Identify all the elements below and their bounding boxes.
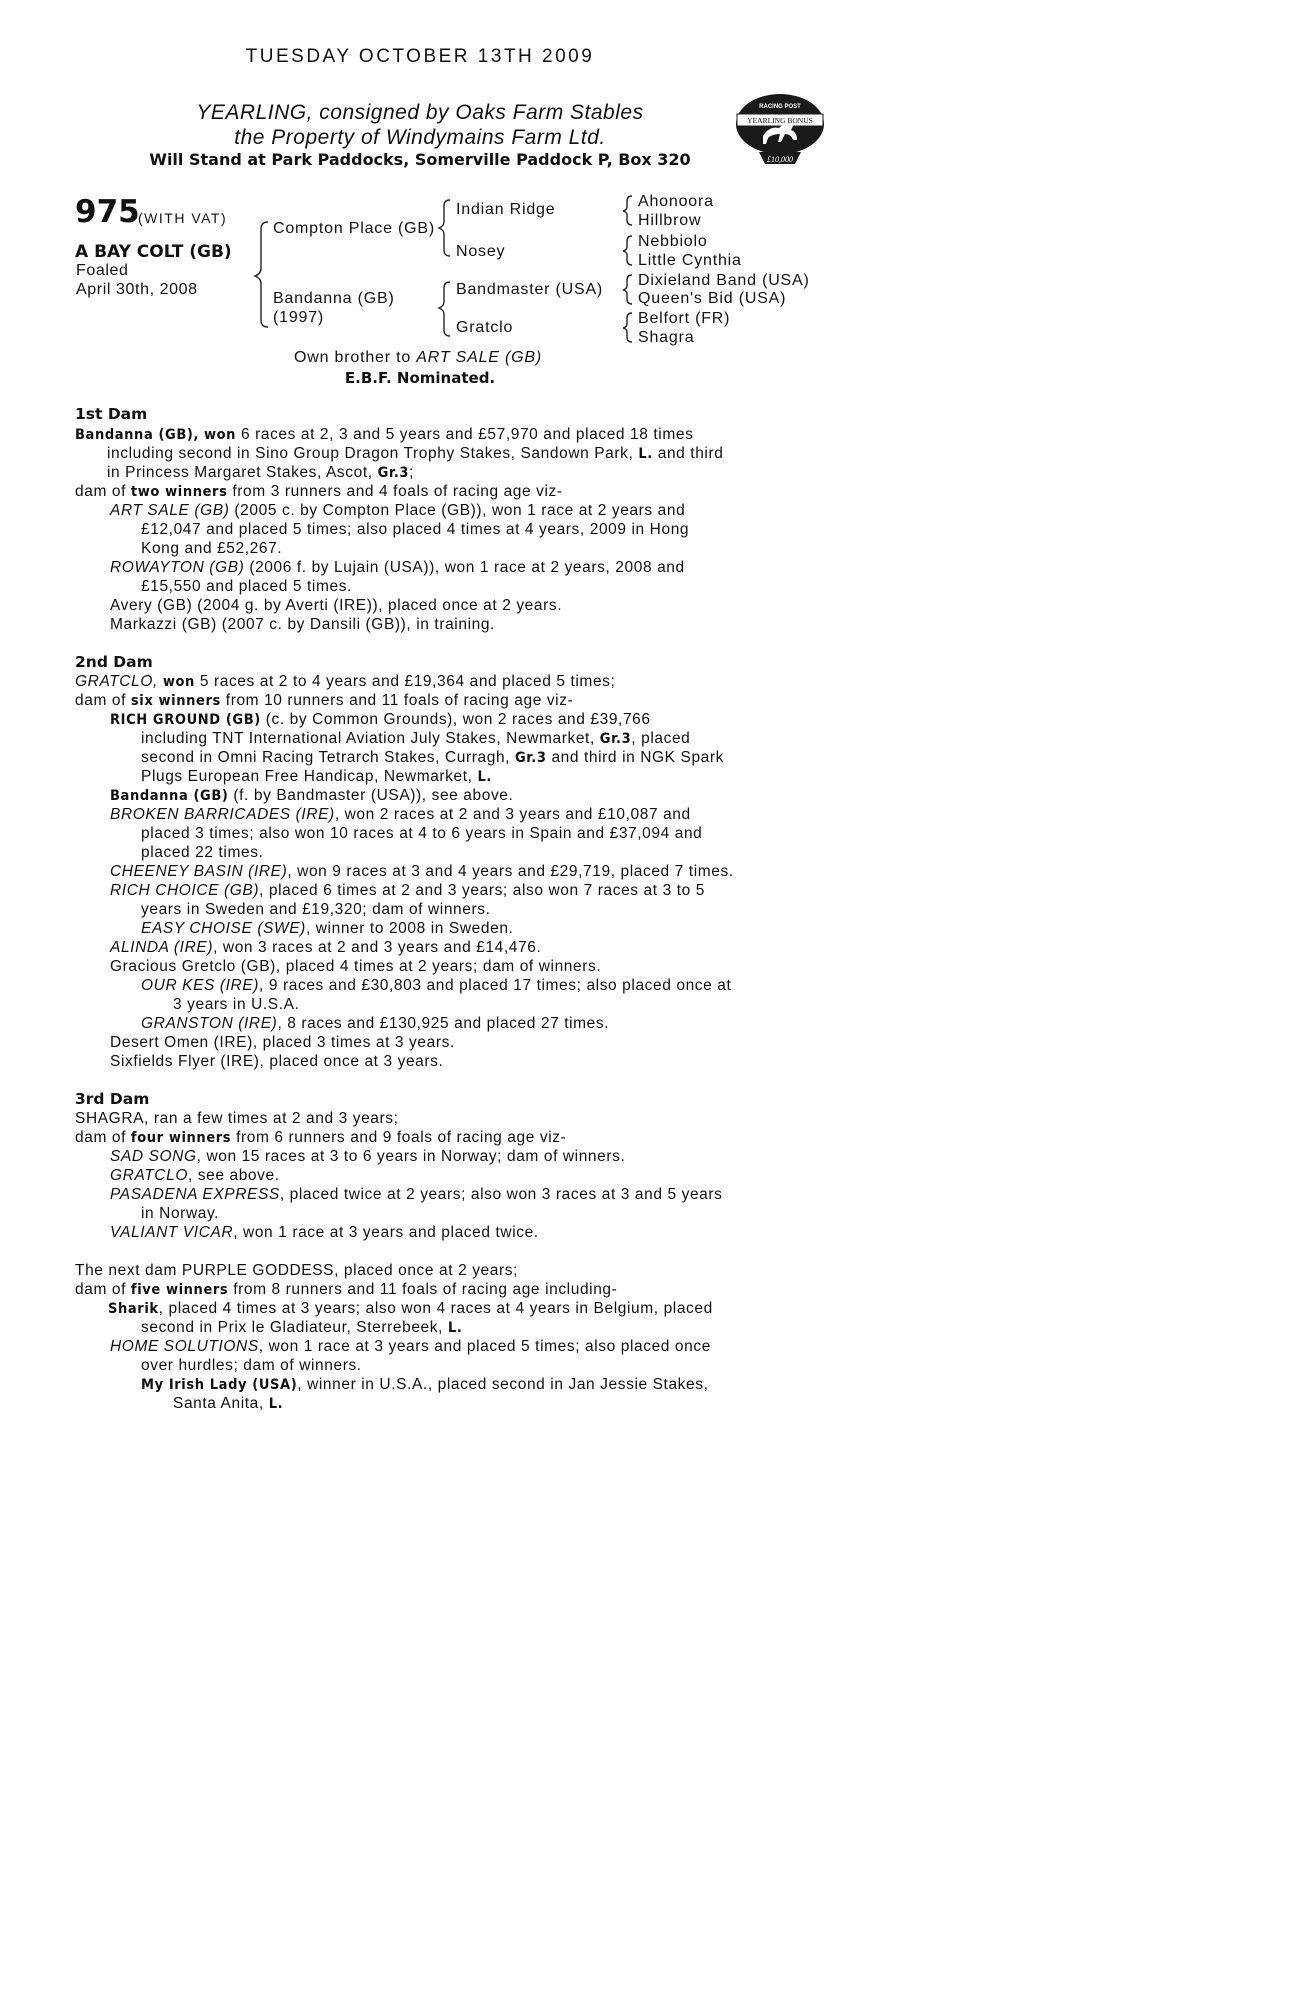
logo-top-text: RACING POST	[759, 104, 801, 110]
dds: Belfort (FR)	[638, 310, 731, 327]
produce-markazzi: Markazzi (GB) (2007 c. by Dansili (GB)), in training.	[110, 616, 495, 633]
produce-art-sale-cont: £12,047 and placed 5 times; also placed 4 times at 4 years, 2009 in Hong	[141, 521, 690, 538]
foaled-label: Foaled	[76, 262, 129, 279]
logo-bonus-text: £10,000	[767, 155, 793, 164]
produce-rich-ground-cont: Plugs European Free Handicap, Newmarket, L.	[141, 768, 492, 785]
produce-cheeney-basin: CHEENEY BASIN (IRE), won 9 races at 3 and 4 years and £29,719, placed 7 times.	[110, 863, 734, 880]
vat-note: (WITH VAT)	[138, 210, 228, 226]
dss: Dixieland Band (USA)	[638, 272, 810, 289]
first-dam-line: in Princess Margaret Stakes, Ascot, Gr.3;	[107, 464, 415, 481]
produce-my-irish-lady: My Irish Lady (USA), winner in U.S.A., placed second in Jan Jessie Stakes,	[141, 1376, 709, 1393]
produce-gracious-gretclo: Gracious Gretclo (GB), placed 4 times at 2 years; dam of winners.	[110, 958, 602, 975]
sale-date: TUESDAY OCTOBER 13TH 2009	[245, 46, 595, 67]
sdd: Little Cynthia	[638, 252, 742, 269]
consignor-line: YEARLING, consigned by Oaks Farm Stables	[196, 101, 644, 124]
produce-our-kes: OUR KES (IRE), 9 races and £30,803 and placed 17 times; also placed once at	[141, 977, 732, 994]
produce-bandanna: Bandanna (GB) (f. by Bandmaster (USA)), see above.	[110, 787, 514, 804]
dsd: Queen's Bid (USA)	[638, 290, 787, 307]
sire-sire: Indian Ridge	[456, 201, 556, 218]
produce-rich-ground-cont: including TNT International Aviation July Stakes, Newmarket, Gr.3, placed	[141, 730, 691, 747]
produce-broken-barricades-cont: placed 22 times.	[141, 844, 264, 861]
produce-rich-choice-cont: years in Sweden and £19,320; dam of winners.	[141, 901, 491, 918]
produce-valiant-vicar: VALIANT VICAR, won 1 race at 3 years and placed twice.	[110, 1224, 539, 1241]
sds: Nebbiolo	[638, 233, 708, 250]
sire: Compton Place (GB)	[273, 220, 436, 237]
first-dam-heading: 1st Dam	[75, 405, 148, 423]
produce-sharik: Sharik, placed 4 times at 3 years; also won 4 races at 4 years in Belgium, placed	[108, 1300, 713, 1317]
produce-rowayton: ROWAYTON (GB) (2006 f. by Lujain (USA)), won 1 race at 2 years, 2008 and	[110, 559, 685, 576]
first-dam-line: including second in Sino Group Dragon Trophy Stakes, Sandown Park, L. and third	[107, 445, 724, 462]
dam: Bandanna (GB)	[273, 290, 395, 307]
produce-sad-song: SAD SONG, won 15 races at 3 to 6 years in Norway; dam of winners.	[110, 1148, 626, 1165]
produce-rowayton-cont: £15,550 and placed 5 times.	[141, 578, 352, 595]
produce-gratclo: GRATCLO, see above.	[110, 1167, 280, 1184]
dam-sire: Bandmaster (USA)	[456, 281, 604, 298]
produce-home-solutions-cont: over hurdles; dam of winners.	[141, 1357, 362, 1374]
stand-location: Will Stand at Park Paddocks, Somerville Paddock P, Box 320	[149, 150, 691, 169]
produce-rich-ground-cont: second in Omni Racing Tetrarch Stakes, Curragh, Gr.3 and third in NGK Spark	[141, 749, 725, 766]
produce-art-sale: ART SALE (GB) (2005 c. by Compton Place (GB)), won 1 race at 2 years and	[110, 502, 686, 519]
lot-number: 975	[75, 194, 140, 230]
foaled-date: April 30th, 2008	[76, 281, 198, 298]
produce-rich-choice: RICH CHOICE (GB), placed 6 times at 2 and 3 years; also won 7 races at 3 to 5	[110, 882, 705, 899]
ssd: Hillbrow	[638, 212, 702, 229]
sire-dam: Nosey	[456, 243, 506, 260]
second-dam-damof: dam of six winners from 10 runners and 11 foals of racing age viz-	[75, 692, 574, 709]
produce-home-solutions: HOME SOLUTIONS, won 1 race at 3 years and placed 5 times; also placed once	[110, 1338, 711, 1355]
produce-sixfields-flyer: Sixfields Flyer (IRE), placed once at 3 years.	[110, 1053, 444, 1070]
ebf-note: E.B.F. Nominated.	[344, 369, 496, 387]
produce-rich-ground: RICH GROUND (GB) (c. by Common Grounds), won 2 races and £39,766	[110, 711, 651, 728]
produce-pasadena-express-cont: in Norway.	[141, 1205, 220, 1222]
produce-granston: GRANSTON (IRE), 8 races and £130,925 and placed 27 times.	[141, 1015, 610, 1032]
property-line: the Property of Windymains Farm Ltd.	[234, 126, 606, 149]
own-brother-note: Own brother to ART SALE (GB)	[294, 349, 542, 366]
produce-desert-omen: Desert Omen (IRE), placed 3 times at 3 years.	[110, 1034, 455, 1051]
produce-alinda: ALINDA (IRE), won 3 races at 2 and 3 years and £14,476.	[110, 939, 542, 956]
third-dam-damof: dam of four winners from 6 runners and 9 foals of racing age viz-	[75, 1129, 567, 1146]
second-dam-line: GRATCLO, won 5 races at 2 to 4 years and £19,364 and placed 5 times;	[75, 673, 616, 690]
first-dam-line: Bandanna (GB), won 6 races at 2, 3 and 5 years and £57,970 and placed 18 times	[75, 426, 694, 443]
next-dam-line: The next dam PURPLE GODDESS, placed once at 2 years;	[75, 1262, 519, 1279]
produce-sharik-cont: second in Prix le Gladiateur, Sterrebeek, L.	[141, 1319, 463, 1336]
produce-pasadena-express: PASADENA EXPRESS, placed twice at 2 years; also won 3 races at 3 and 5 years	[110, 1186, 723, 1203]
logo-mid-text: YEARLING BONUS	[747, 116, 813, 125]
third-dam-line: SHAGRA, ran a few times at 2 and 3 years;	[75, 1110, 399, 1127]
produce-my-irish-lady-cont: Santa Anita, L.	[173, 1395, 284, 1412]
produce-art-sale-cont: Kong and £52,267.	[141, 540, 283, 557]
dam-dam: Gratclo	[456, 319, 514, 336]
first-dam-damof: dam of two winners from 3 runners and 4 foals of racing age viz-	[75, 483, 563, 500]
produce-broken-barricades: BROKEN BARRICADES (IRE), won 2 races at 2 and 3 years and £10,087 and	[110, 806, 691, 823]
produce-broken-barricades-cont: placed 3 times; also won 10 races at 4 to 6 years in Spain and £37,094 and	[141, 825, 703, 842]
lot-description: A BAY COLT (GB)	[75, 242, 232, 262]
next-dam-damof: dam of five winners from 8 runners and 11 foals of racing age including-	[75, 1281, 618, 1298]
produce-our-kes-cont: 3 years in U.S.A.	[173, 996, 300, 1013]
produce-avery: Avery (GB) (2004 g. by Averti (IRE)), placed once at 2 years.	[110, 597, 563, 614]
ddd: Shagra	[638, 329, 695, 346]
produce-easy-choise: EASY CHOISE (SWE), winner to 2008 in Sweden.	[141, 920, 514, 937]
dam-year: (1997)	[273, 309, 325, 326]
second-dam-heading: 2nd Dam	[75, 653, 153, 671]
sss: Ahonoora	[638, 193, 714, 210]
third-dam-heading: 3rd Dam	[75, 1090, 150, 1108]
